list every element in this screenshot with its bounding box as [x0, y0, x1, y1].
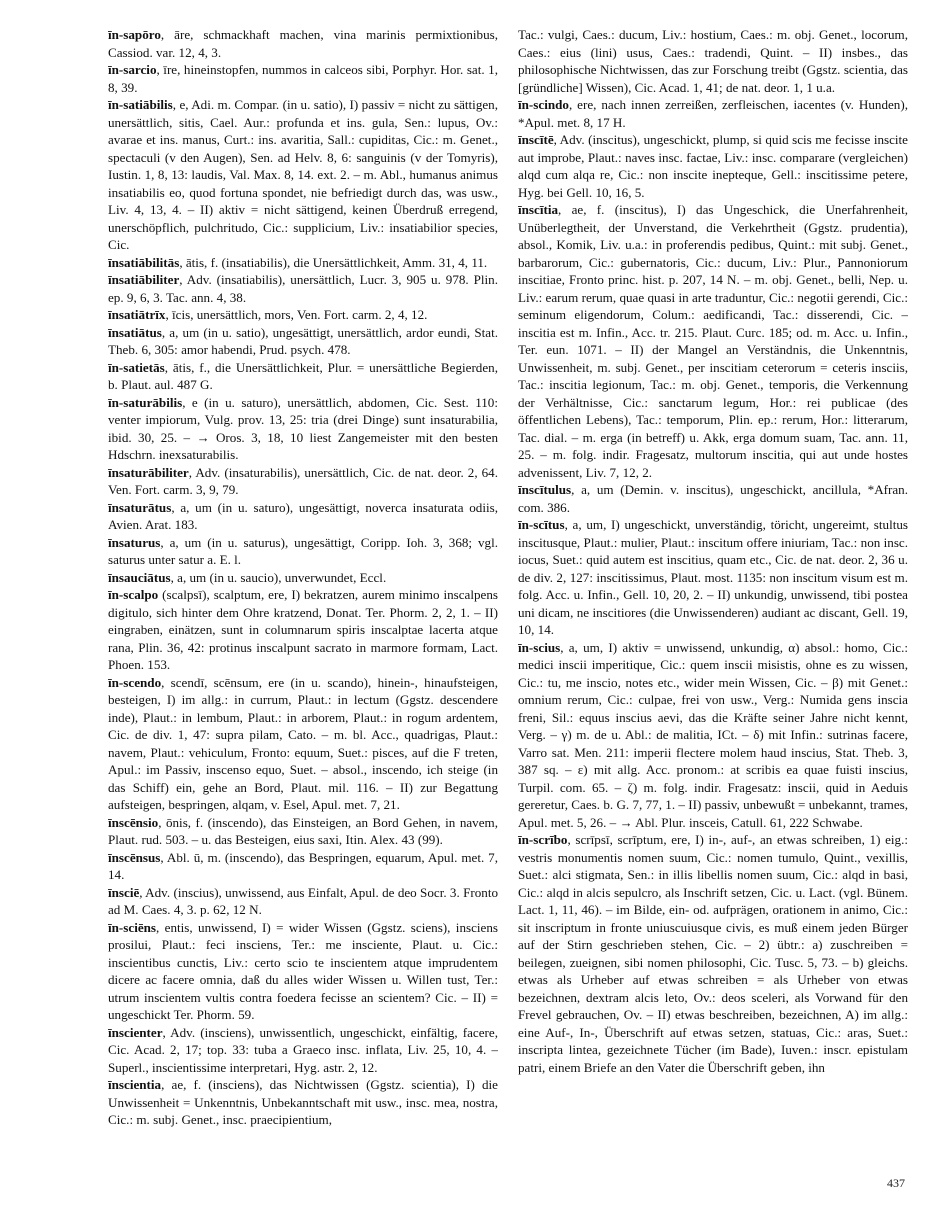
dictionary-entry	[108, 394, 498, 464]
right-column	[518, 26, 908, 1182]
entry-headword: īnscītia	[518, 202, 559, 217]
entry-headword: īnscienter	[108, 1024, 163, 1040]
entry-headword: īn-sciēns	[108, 919, 157, 935]
dictionary-entry	[108, 271, 498, 306]
dictionary-entry	[108, 324, 498, 359]
entry-text: , ātis, f., die Unersättlichkeit, Plur. = unersättliche Begierden, b. Plaut. aul. 487 G.	[108, 359, 498, 392]
dictionary-entry	[108, 674, 498, 814]
entry-headword: īn-satiābilis	[108, 97, 173, 112]
entry-text: , Adv. (insaturabilis), unersättlich, Cic. de nat. deor. 2, 64. Ven. Fort. carm. 3, 9, 79.	[108, 464, 498, 497]
entry-text: , īre, hineinstopfen, nummos in calceos sibi, Porphyr. Hor. sat. 1, 8, 39.	[108, 62, 498, 95]
dictionary-entry	[108, 586, 498, 674]
dictionary-entry	[518, 639, 908, 832]
entry-text: , a, um (in u. satio), ungesättigt, unersättlich, ardor eundi, Stat. Theb. 6, 305: amor habendi, Prud. psych. 478.	[108, 324, 498, 357]
entry-text: , ae, f. (insciens), das Nichtwissen (Ggstz. scientia), I) die Unwissenheit = Unkenntnis, Unbekanntschaft mit usw., insc. mea, nostra, Cic.: m. subj. Genet., insc. praecipientium,	[108, 1077, 498, 1127]
dictionary-entry	[108, 96, 498, 254]
dictionary-entry	[518, 516, 908, 639]
entry-headword: īnsatiābilitās	[108, 254, 180, 270]
entry-headword: īnsaturābiliter	[108, 464, 189, 480]
entry-text: Tac.: vulgi, Caes.: ducum, Liv.: hostium, Caes.: m. obj. Genet., locorum, Caes.: eius (lini) usus, Caes.: tradendi, Quint. – II) insbes., das philosophische Nichtwissen, das zur Forschung treibt (Ggstz. scientia, das [gründliche] Wissen), Cic. Acad. 1, 41; de nat. deor. 1, 1 u.a.	[518, 27, 908, 95]
entry-text: , ae, f. (inscitus), I) das Ungeschick, die Unerfahrenheit, Unüberlegtheit, der Unverstand, die Verkehrtheit (Ggstz. prudentia), absol., Komik, Liv. u.a.: in proferendis pedibus, Quint.: mit subj. Genet., barbarorum, Cic.: gubernatoris, Cic.: ducum, Liv.: Plur., Pannoniorum inscitiae, Fronto princ. hist. p. 207, 14 N. – m. obj. Genet., belli, Nep. u. Liv.: earum rerum, quae quasi in arte traduntur, Cic.: negotii gerendi, Cic.: seminum eligendorum, Colum.: aedificandi, Tac.: disserendi, Cic. – inscitia est m. Infin., Acc. tr. 215. Plaut. Curc. 185; od. m. Acc. u. Infin., Ter. eun. 1071. – II) der Mangel an Verständnis, die Unkenntnis, Unwissenheit, m. subj. Genet., per inscitiam ceterorum = ceteris insciis, Tac.: inscitia legionum, Tac.: m. obj. Genet., temporis, die Verkennung der Verhältnisse, Cic.: sanctarum legum, Hor.: rei publicae (des öffentlichen Lebens), Tac.: temporum, Plin. ep.: rerum, Hor.: litterarum, Tac. dial. – m. erga (in betreff) u. Akk, erga domum suam, Tac. ann. 11, 25. – m. folg. indir. Fragesatz, multorum inscitia, qui aut unde hostes advenissent, Liv. 7, 12, 2.	[518, 202, 908, 480]
dictionary-entry	[518, 481, 908, 516]
dictionary-entry	[518, 26, 908, 96]
entry-text: , entis, unwissend, I) = wider Wissen (Ggstz. sciens), insciens prosilui, Plaut.: feci insciens, Ter.: me insciente, Plaut. u. Cic.: inscientibus cunctis, Liv.: certo scio te inscientem atque imprudentem dicere ac facere omnia, daß du alles wider Wissen u. Willen tust, Ter.: utrum inscientem vultis contra foedera fecisse an scientem? Cic. – II) = ungeschickt Ter. Phorm. 59.	[108, 919, 498, 1022]
dictionary-entry	[108, 919, 498, 1024]
page-number: 437	[887, 1176, 905, 1190]
dictionary-entry	[518, 201, 908, 481]
dictionary-entry	[108, 569, 498, 587]
entry-headword: īn-satietās	[108, 359, 165, 375]
dictionary-entry	[108, 61, 498, 96]
dictionary-entry	[518, 131, 908, 201]
entry-headword: īnscītulus	[518, 482, 572, 497]
entry-headword: īnscēnsio	[108, 814, 159, 830]
dictionary-entry	[108, 1024, 498, 1077]
entry-headword: īn-scindo	[518, 97, 569, 112]
entry-headword: īn-saturābilis	[108, 394, 183, 410]
entry-headword: īn-sapōro	[108, 27, 161, 42]
entry-text: , a, um, I) ungeschickt, unverständig, töricht, ungereimt, stultus inscitusque, Plaut.: mulier, Plaut.: inscitum offere iniuriam, Tac.: non insc. iocus, Suet.: quid autem est inscitius, quam etc., Cic. de nat. deor. 2, 36 u. de div. 2, 127: inscitissimus, Plaut. most. 1135: non inscitum visum est m. folg. Acc. u. Infin., Gell. 10, 20, 2. – II) unkundig, unwissend, tibi postea uni dicam, ne inscitiores (die Unwissenderen) audiant ac discant, Gell. 19, 10, 14.	[518, 517, 908, 637]
entry-text: , Adv. (inscitus), ungeschickt, plump, si quid scis me fecisse inscite aut improbe, Plaut.: naves insc. factae, Liv.: insc. comparare (vergleichen) alqd cum alqa re, Cic.: non inscite inepteque, Gell.: inscitissime petere, Hyg. bei Gell. 10, 16, 5.	[518, 132, 908, 200]
dictionary-entry	[108, 306, 498, 324]
entry-text: , Adv. (insatiabilis), unersättlich, Lucr. 3, 905 u. 978. Plin. ep. 9, 6, 3. Tac. ann. 4, 38.	[108, 272, 498, 305]
entry-headword: īnscēnsus	[108, 849, 161, 865]
dictionary-entry	[108, 254, 498, 272]
dictionary-entry	[108, 464, 498, 499]
dictionary-entry	[108, 814, 498, 849]
entry-text: , a, um, I) aktiv = unwissend, unkundig, α) absol.: homo, Cic.: medici inscii imperitique, Cic.: quem inscii misistis, ohne es zu wissen, Cic.: tu, me inscio, notes etc., wider mein Wissen, Cic. – β) mit Genet.: omnium rerum, Cic.: culpae, frei von usw., Verg.: Numida gens inscia freni, Sil.: equus inscius aevi, das die Kräfte seiner Jahre nicht kennt, Verg. – γ) m. de u. Abl.: de malitia, ICt. – δ) mit Infin.: sutrinas facere, Varro sat. Men. 211: imperii flectere molem haud inscius, Stat. Theb. 3, 387 sq. – ε) mit allg. Acc. pronom.: at scribis ea quae fuisti inscius, Turpil. com. 65. – ζ) m. folg. indir. Fragesatz: inscii, quid in Aeduis gereretur, Caes. b. G. 7, 77, 1. – II) passiv, unbewußt = unbekannt, trames, Apul. met. 5, 26. – → Abl. Plur. insceis, Catull. 61, 222 Schwabe.	[518, 639, 908, 830]
entry-text: , ātis, f. (insatiabilis), die Unersättlichkeit, Amm. 31, 4, 11.	[179, 254, 488, 270]
dictionary-entry	[518, 831, 908, 1076]
dictionary-entry	[108, 534, 498, 569]
entry-text: , scendī, scēnsum, ere (in u. scando), hinein-, hinaufsteigen, besteigen, I) im allg.: in currum, Plaut.: in lectum (Ggstz. descendere inde), Plaut.: in lembum, Plaut.: in arborem, Plaut.: in rogum ardentem, Cic. de div. 1, 47: supra pilam, Cato. – m. bl. Acc., quadrigas, Plaut.: navem, Plaut.: vehiculum, Fronto: equum, Suet.: pisces, auf die F treten, Apul.: im Passiv, inscenso equo, Suet. – absol., inscendo, ich steige (in das Schiff) ein, gehe an Bord, Plaut. mil. 116. – II) zur Begattung aufsteigen, bespringen, alqam, v. Esel, Apul. met. 7, 21.	[108, 674, 498, 812]
entry-headword: īnscientia	[108, 1077, 162, 1092]
entry-text: , a, um (in u. saturo), ungesättigt, noverca insaturata odiis, Avien. Arat. 183.	[108, 499, 498, 532]
dictionary-entry	[108, 1076, 498, 1129]
entry-headword: īnsatiātus	[108, 324, 162, 340]
entry-text: , ere, nach innen zerreißen, zerfleischen, iacentes (v. Hunden), *Apul. met. 8, 17 H.	[518, 97, 908, 130]
dictionary-entry	[108, 499, 498, 534]
entry-text: , e (in u. saturo), unersättlich, abdomen, Cic. Sest. 110: venter impiorum, Vulg. prov. 13, 25: tria (drei Dinge) sunt insaturabilia, ibid. 30, 25. – → Oros. 3, 18, 10 liest Zangemeister mit den besten Hdschrn. inexsaturabilis.	[108, 394, 498, 462]
entry-headword: īn-scalpo	[108, 587, 159, 602]
dictionary-entry	[108, 359, 498, 394]
entry-text: , īcis, unersättlich, mors, Ven. Fort. carm. 2, 4, 12.	[165, 307, 428, 322]
entry-headword: īnsatiābiliter	[108, 272, 180, 287]
dictionary-entry	[108, 26, 498, 61]
entry-text: , a, um (Demin. v. inscitus), ungeschickt, ancillula, *Afran. com. 386.	[518, 482, 908, 515]
dictionary-entry	[108, 849, 498, 884]
entry-headword: īn-sarcio	[108, 62, 157, 77]
entry-text: , Adv. (insciens), unwissentlich, ungeschickt, einfältig, facere, Cic. Acad. 2, 17; top. 33: tuba a Graeco insc. inflata, Liv. 25, 10, 4. – Superl., inscientissime interpretari, Hyg. astr. 2, 12.	[108, 1024, 498, 1075]
entry-text: , a, um (in u. saucio), unverwundet, Eccl.	[170, 569, 387, 585]
entry-headword: īn-scendo	[108, 674, 162, 690]
entry-headword: īnsaturātus	[108, 499, 172, 515]
left-column	[108, 26, 498, 1182]
dictionary-entry	[518, 96, 908, 131]
entry-text: (scalpsī), scalptum, ere, I) bekratzen, aurem minimo inscalpens digitulo, sich hinter dem Ohre kratzend, Donat. Ter. Phorm. 2, 2, 1. – II) eingraben, einätzen, sunt in columnarum spiris inscalptae lacerta atque rana, Plin. 36, 42: protinus inscalpunt sacrato in marmore formam, Lact. Phoen. 153.	[108, 587, 498, 672]
entry-headword: īnscītē	[518, 132, 554, 147]
entry-headword: īnsatiātrīx	[108, 307, 166, 322]
entry-headword: īnsciē	[108, 884, 140, 900]
entry-text: , āre, schmackhaft machen, vina marinis permixtionibus, Cassiod. var. 12, 4, 3.	[108, 27, 498, 60]
entry-headword: īnsaturus	[108, 534, 161, 550]
entry-headword: īn-scius	[518, 639, 561, 655]
entry-text: , Abl. ū, m. (inscendo), das Bespringen, equarum, Apul. met. 7, 14.	[108, 849, 498, 882]
entry-headword: īn-scrībo	[518, 832, 568, 847]
entry-text: , e, Adi. m. Compar. (in u. satio), I) passiv = nicht zu sättigen, unersättlich, sitis, Cael. Aur.: profunda et ins. gula, Sen.: lupus, Ov.: avarae et ins. manus, Curt.: ins. avaritia, Sall.: cupiditas, Cic.: m. Genet., spectaculi (v den Augen), Sen. ad Helv. 8, 6: sanguinis (v der Tomyris), Iustin. 1, 8, 13: laudis, Val. Max. 8, 14. ext. 2. – m. Abl., humanus animus insatiabilis eo, quod fortuna spondet, nie befriedigt durch das, was usw., Liv. 4, 13, 4. – II) aktiv = nicht sättigend, keinen Überdruß erregend, unerschöpflich, pulchritudo, Cic.: supplicium, Liv.: insatiabilior species, Cic.	[108, 97, 498, 252]
dictionary-entry	[108, 884, 498, 919]
entry-headword: īn-scītus	[518, 517, 565, 532]
entry-text: , a, um (in u. saturus), ungesättigt, Coripp. Ioh. 3, 368; vgl. saturus unter satur a. E. l.	[108, 534, 498, 567]
entry-headword: īnsauciātus	[108, 569, 171, 585]
entry-text: , Adv. (inscius), unwissend, aus Einfalt, Apul. de deo Socr. 3. Fronto ad M. Caes. 4, 3. p. 62, 12 N.	[108, 884, 498, 917]
entry-text: , scrīpsī, scrīptum, ere, I) in-, auf-, an etwas schreiben, 1) eig.: vestris monumentis nomen suum, Cic.: nomen tumulo, Quint., vexillis, Suet.: alci stigmata, Sen.: in illis libellis nomen suum, Cic.: alqd in basi, Cic.: alqd in alcis sepulcro, als Inschrift setzen, Cic. u. Lact. (vgl. Bünem. Lact. 1, 11, 46). – im Bilde, ein- od. aufprägen, orationem in animo, Cic.: sit inscriptum in fronte uniuscuiusque civis, es muß einem jeden Bürger auf der Stirn geschrieben stehen, Cic. – 2) übtr.: a) zuschreiben = beilegen, zueignen, sibi nomen philosophi, Cic. Tusc. 5, 73. – b) gleichs. etwas als Urheber auf etwas schreiben = als Urheber von etwas bezeichnen, dextram alcis leto, Ov.: deos sceleri, als Vorwand für den Frevel gebrauchen, Ov. – II) etwas beschreiben, bezeichnen, A) im allg.: eine Auf-, In-, Überschrift auf etwas setzen, statuas, Cic.: aras, Suet.: inscripta lintea, gezeichnete Tücher (im Bade), Iuven.: inscr. epistulam patri, einem Briefe an den Vater die Überschrift geben, ihn	[518, 832, 908, 1075]
entry-text: , ōnis, f. (inscendo), das Einsteigen, an Bord Gehen, in navem, Plaut. rud. 503. – u. das Besteigen, eius saxi, Itin. Alex. 43 (99).	[108, 814, 498, 847]
